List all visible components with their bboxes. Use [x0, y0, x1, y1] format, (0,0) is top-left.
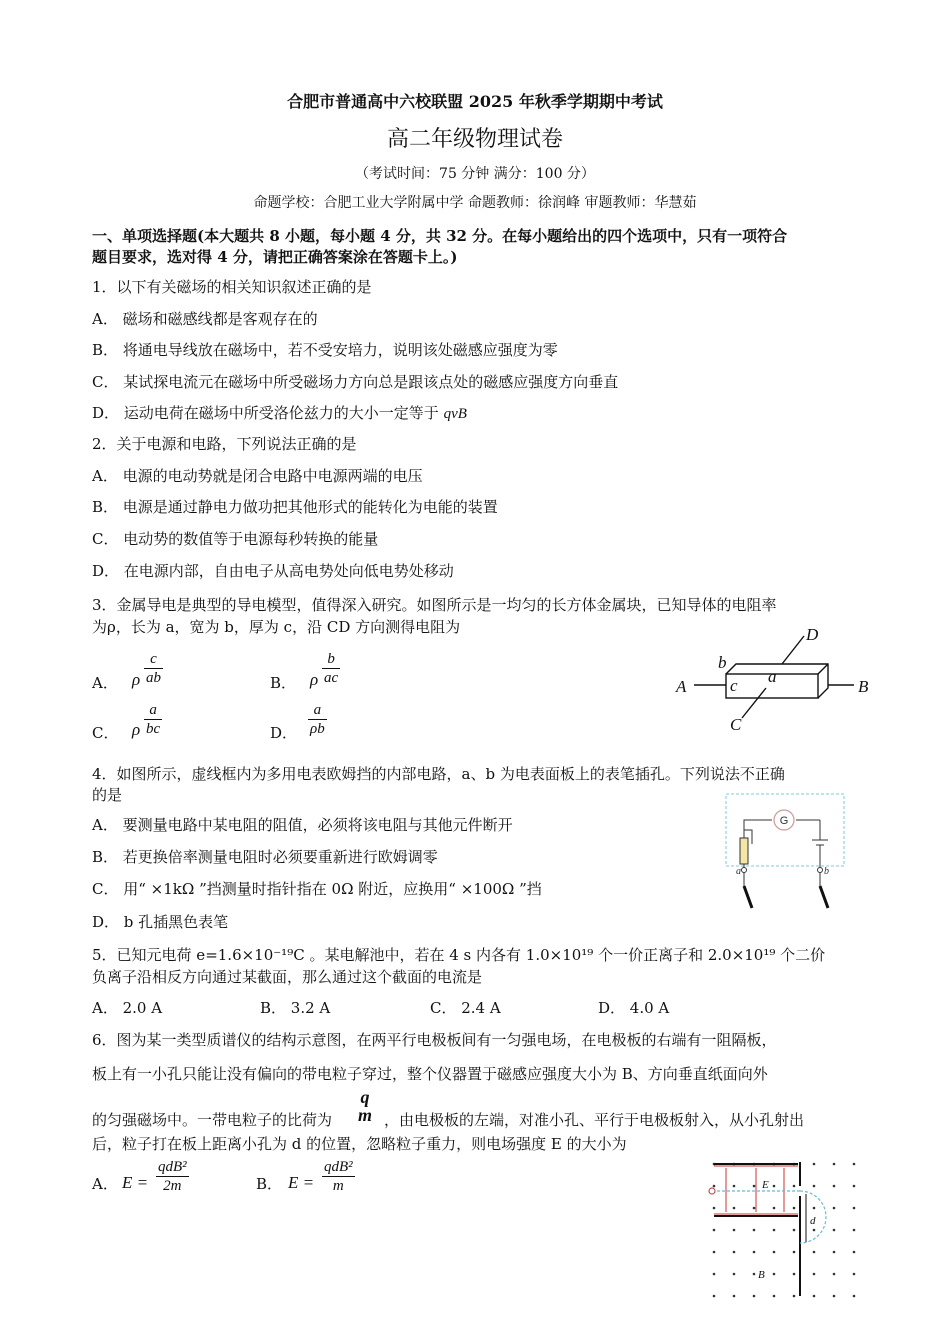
q3-fig-label-b: b [718, 653, 727, 672]
magnetic-field-dot [853, 1207, 856, 1210]
magnetic-field-dot [793, 1207, 796, 1210]
magnetic-field-dot [733, 1273, 736, 1276]
magnetic-field-dot [753, 1295, 756, 1298]
q5-option-d: D． 4.0 A [598, 999, 670, 1017]
q6-ratio-den: m [358, 1105, 373, 1125]
q3-a-den: ab [146, 670, 161, 686]
magnetic-field-dot [753, 1207, 756, 1210]
q4-terminal-a-label: a [736, 866, 741, 877]
magnetic-field-dot [833, 1251, 836, 1254]
q1-option-d-expr: qvB [443, 406, 467, 422]
magnetic-field-dot [773, 1185, 776, 1188]
magnetic-field-dot [773, 1251, 776, 1254]
q3-option-a-rho: ρ [132, 670, 141, 689]
magnetic-field-dot [853, 1163, 856, 1166]
q1-option-a: A． 磁场和磁感线都是客观存在的 [92, 310, 318, 328]
magnetic-field-dot [753, 1273, 756, 1276]
q3-fig-label-c: c [730, 676, 738, 695]
q6-option-b-lhs: E = [288, 1173, 315, 1192]
magnetic-field-dot [753, 1229, 756, 1232]
q1-option-c: C． 某试探电流元在磁场中所受磁场力方向总是跟该点处的磁感应强度方向垂直 [92, 373, 619, 391]
q6-fig-label-d: d [810, 1215, 816, 1227]
q3-option-c-label: C． [92, 724, 119, 742]
q3-option-c-rho: ρ [132, 720, 141, 739]
q3-option-a-fraction [144, 650, 163, 687]
magnetic-field-dot [793, 1229, 796, 1232]
q3-option-c-fraction [144, 701, 162, 738]
magnetic-field-dot [713, 1185, 716, 1188]
q2-option-c: C． 电动势的数值等于电源每秒转换的能量 [92, 530, 379, 548]
magnetic-field-dot [813, 1251, 816, 1254]
q3-c-den: bc [146, 721, 161, 737]
magnetic-field-dot [713, 1273, 716, 1276]
q3-a-num: c [144, 650, 163, 669]
q4-stem: 4．如图所示，虚线框内为多用电表欧姆挡的内部电路，a、b 为电表面板上的表笔插孔。下列说法不正确 [92, 765, 785, 783]
q3-stem: 3．金属导电是典型的导电模型，值得深入研究。如图所示是一均匀的长方体金属块，已知导体的电阻率 [92, 596, 777, 614]
magnetic-field-dot [853, 1229, 856, 1232]
paper-subtitle: 高二年级物理试卷 [386, 127, 563, 152]
q5-option-a: A． 2.0 A [92, 999, 163, 1017]
q3-fig-label-C: C [730, 715, 742, 734]
magnetic-field-dot [793, 1185, 796, 1188]
q4-option-a: A． 要测量电路中某电阻的阻值，必须将该电阻与其他元件断开 [92, 816, 513, 834]
q4-terminal-b-label: b [824, 866, 829, 877]
magnetic-field-dot [813, 1273, 816, 1276]
author-info: 命题学校：合肥工业大学附属中学 命题教师：徐润峰 审题教师：华慧茹 [253, 195, 697, 211]
magnetic-field-dot [833, 1185, 836, 1188]
magnetic-field-dot [733, 1185, 736, 1188]
q6-option-a-lhs: E = [122, 1173, 149, 1192]
q6-fig-label-B: B [758, 1269, 765, 1281]
q3-fig-label-D: D [806, 625, 819, 644]
magnetic-field-dot [733, 1295, 736, 1298]
q6-option-b-fraction [322, 1158, 355, 1195]
magnetic-field-dot [853, 1295, 856, 1298]
q6-option-a-label: A． [92, 1175, 118, 1193]
magnetic-field-dot [773, 1273, 776, 1276]
q1-stem: 1．以下有关磁场的相关知识叙述正确的是 [92, 278, 372, 296]
magnetic-field-dot [813, 1185, 816, 1188]
q5-option-c: C． 2.4 A [430, 999, 501, 1017]
q3-fig-label-A: A [676, 677, 687, 696]
magnetic-field-dot [813, 1295, 816, 1298]
q6-stem-line3b: ，由电极板的左端，对准小孔、平行于电极板射入，从小孔射出 [384, 1111, 805, 1129]
q2-stem: 2．关于电源和电路，下列说法正确的是 [92, 435, 357, 453]
q6-a-num: qdB² [158, 1159, 187, 1175]
magnetic-field-dot [853, 1251, 856, 1254]
q6-fig-label-E: E [762, 1179, 769, 1191]
magnetic-field-dot [793, 1295, 796, 1298]
magnetic-field-dot [833, 1163, 836, 1166]
q6-stem-cont: 板上有一小孔只能让没有偏向的带电粒子穿过，整个仪器置于磁感应强度大小为 B、方向垂直纸面向外 [92, 1065, 768, 1083]
q3-option-d-label: D． [270, 724, 298, 742]
q4-galvanometer-label: G [779, 815, 789, 827]
q3-fig-label-a: a [768, 667, 777, 686]
q3-d-den: ρb [310, 721, 325, 737]
magnetic-field-dot [833, 1273, 836, 1276]
q2-option-d: D． 在电源内部，自由电子从高电势处向低电势处移动 [92, 562, 454, 580]
magnetic-field-dot [773, 1295, 776, 1298]
q3-b-den: ac [324, 670, 339, 686]
q4-stem-cont: 的是 [92, 786, 123, 804]
q6-stem-line4: 后，粒子打在板上距离小孔为 d 的位置，忽略粒子重力，则电场强度 E 的大小为 [92, 1135, 627, 1153]
q3-fig-label-B: B [858, 677, 869, 696]
q3-c-num: a [144, 701, 162, 720]
q6-charge-mass-ratio [356, 1088, 374, 1124]
magnetic-field-dot [833, 1207, 836, 1210]
q5-option-b: B． 3.2 A [260, 999, 331, 1017]
q1-option-d [92, 403, 467, 424]
magnetic-field-dot [733, 1229, 736, 1232]
magnetic-field-dot [713, 1295, 716, 1298]
q6-b-den: m [332, 1178, 344, 1194]
q5-stem-cont: 负离子沿相反方向通过某截面，那么通过这个截面的电流是 [92, 968, 483, 986]
exam-info: （考试时间：75 分钟 满分：100 分） [355, 166, 595, 182]
q4-option-b: B． 若更换倍率测量电阻时必须要重新进行欧姆调零 [92, 848, 438, 866]
magnetic-field-dot [713, 1207, 716, 1210]
magnetic-field-dot [713, 1251, 716, 1254]
magnetic-field-dot [853, 1273, 856, 1276]
q1-option-d-text: D． 运动电荷在磁场中所受洛伦兹力的大小一定等于 [92, 404, 439, 422]
magnetic-field-dot [753, 1185, 756, 1188]
q6-stem-line3a: 的匀强磁场中。一带电粒子的比荷为 [92, 1111, 333, 1129]
q3-d-num: a [308, 701, 327, 720]
section-heading-cont: 题目要求，选对得 4 分，请把正确答案涂在答题卡上。) [92, 248, 458, 266]
magnetic-field-dot [733, 1251, 736, 1254]
magnetic-field-dot [793, 1251, 796, 1254]
q6-stem: 6．图为某一类型质谱仪的结构示意图，在两平行电极板间有一匀强电场，在电极板的右端有一阻隔板， [92, 1031, 777, 1049]
section-heading: 一、单项选择题(本大题共 8 小题，每小题 4 分，共 32 分。在每小题给出的四个选项中，只有一项符合 [92, 227, 788, 245]
q3-option-b-rho: ρ [310, 670, 319, 689]
magnetic-field-dot [713, 1229, 716, 1232]
q1-option-b: B． 将通电导线放在磁场中，若不受安培力，说明该处磁感应强度为零 [92, 341, 558, 359]
q6-option-a-fraction [156, 1158, 189, 1195]
q4-option-d: D． b 孔插黑色表笔 [92, 913, 229, 931]
magnetic-field-dot [813, 1229, 816, 1232]
q6-a-den: 2m [163, 1178, 182, 1194]
magnetic-field-dot [773, 1229, 776, 1232]
q3-option-d-fraction [308, 701, 327, 738]
magnetic-field-dot [813, 1163, 816, 1166]
q3-b-num: b [322, 650, 340, 669]
magnetic-field-dot [833, 1295, 836, 1298]
q6-ratio-num: q [360, 1087, 370, 1107]
q3-option-a-label: A． [92, 674, 118, 692]
magnetic-field-dot [773, 1207, 776, 1210]
magnetic-field-dot [813, 1207, 816, 1210]
q6-option-b-label: B． [256, 1175, 283, 1193]
q5-stem: 5．已知元电荷 e=1.6×10⁻¹⁹C 。某电解池中，若在 4 s 内各有 1.0×10¹⁹ 个一价正离子和 2.0×10¹⁹ 个二价 [92, 946, 826, 964]
exam-title: 合肥市普通高中六校联盟 2025 年秋季学期期中考试 [287, 92, 663, 111]
q3-metal-block-figure [666, 624, 886, 736]
magnetic-field-dot [753, 1251, 756, 1254]
q2-option-b: B． 电源是通过静电力做功把其他形式的能转化为电能的装置 [92, 498, 498, 516]
magnetic-field-dot [833, 1229, 836, 1232]
q6-b-num: qdB² [324, 1159, 353, 1175]
q4-option-c: C． 用“ ×1kΩ ”挡测量时指针指在 0Ω 附近，应换用“ ×100Ω ”挡 [92, 880, 542, 898]
q3-stem-cont: 为ρ，长为 a，宽为 b，厚为 c，沿 CD 方向测得电阻为 [92, 618, 461, 636]
q4-ohmmeter-circuit-figure [722, 790, 848, 914]
q3-option-b-fraction [322, 650, 340, 687]
magnetic-field-dot [793, 1273, 796, 1276]
q6-mass-spectrometer-figure [706, 1158, 866, 1298]
magnetic-field-dot [853, 1185, 856, 1188]
q3-option-b-label: B． [270, 674, 297, 692]
magnetic-field-dot [733, 1207, 736, 1210]
q2-option-a: A． 电源的电动势就是闭合电路中电源两端的电压 [92, 467, 423, 485]
